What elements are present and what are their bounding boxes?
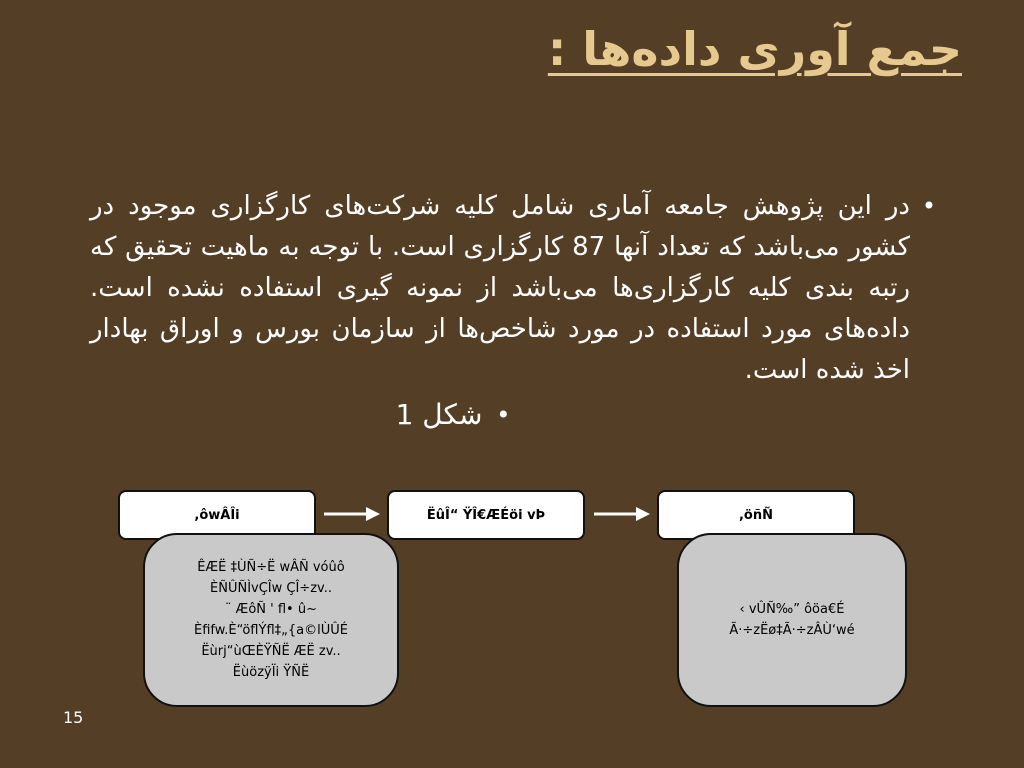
flow-box-2-label: ËûÎ“ ŸÎ€ÆÉöi vÞ	[426, 507, 546, 523]
paragraph-text: در این پژوهش جامعه آماری شامل کلیه شرکت‌های کارگزاری موجود در کشور می‌باشد که تعداد آنها 87 کارگزاری است. با توجه به ماهیت تحقیق که رتبه بندی کلیه کارگزاری‌ها می‌باشد از نمونه گیری استفاده نشده است. داده‌های مورد استفاده در مورد شاخص‌ها از سازمان بورس و اوراق بهادار اخذ شده است.	[90, 191, 910, 385]
flow-bubble-right	[677, 533, 907, 707]
flow-box-2	[387, 490, 585, 540]
slide-content	[90, 186, 936, 435]
flow-box-3-label: ,öñÑ	[738, 507, 773, 523]
flow-box-1-label: ,ôwÂÎi	[194, 507, 240, 523]
bullet-icon: •	[496, 401, 511, 429]
bubble-left-line: ËùözÿÏi ŸÑË	[232, 665, 310, 680]
bubble-left-line: Èfifw.È“öflÝfl‡„{a©lÙÛÉ	[194, 623, 348, 638]
bubble-left-line: ÈÑÛÑÌvÇÎw ÇÎ÷zv..	[210, 581, 332, 596]
slide-title: جمع آوری داده‌ها :	[547, 22, 962, 76]
bubble-right-line: ‹ vÛÑ‰” ôöa€É	[739, 602, 845, 617]
bubble-left-line: ¨ ÆôÑ ' fl• û~	[225, 602, 317, 617]
bubble-left-line: Ëùrj“ùŒÈŸÑË ÆË zv..	[201, 644, 341, 659]
arrow-right-icon	[322, 505, 382, 523]
page-number: 15	[63, 708, 84, 727]
bubble-left-line: ÊÆË ‡ÙÑ÷Ë wÂÑ vóûô	[197, 560, 345, 575]
figure-caption: شکل 1	[395, 398, 483, 431]
bullet-icon: •	[921, 192, 936, 220]
bullet-paragraph	[90, 186, 936, 391]
flow-bubble-left	[143, 533, 399, 707]
bubble-right-line: Ã·÷zËø‡Ã·÷zÂÙ‘wé	[729, 623, 855, 638]
bullet-figure-caption	[90, 395, 936, 435]
arrow-right-icon	[592, 505, 652, 523]
